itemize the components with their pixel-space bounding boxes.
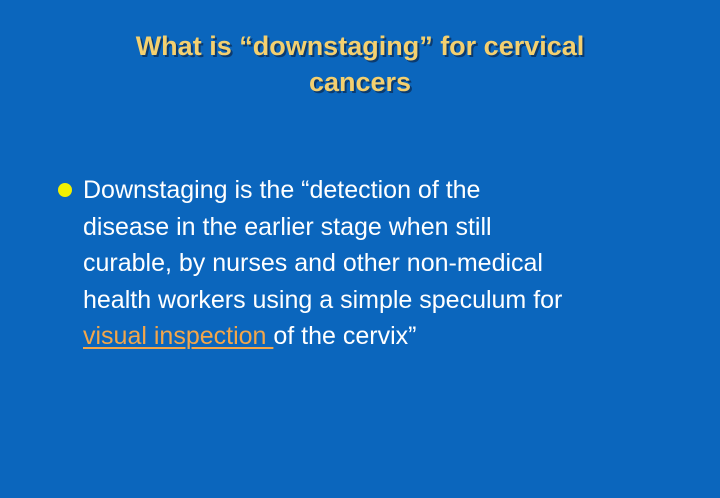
bullet-dot-icon [58, 183, 72, 197]
slide-title-line-2: cancers [308, 67, 412, 97]
bullet-text-line-5 [83, 318, 678, 355]
slide-title-line-1: What is “downstaging” for cervical [135, 31, 585, 61]
bullet-text-after-link: of the cervix” [273, 322, 417, 350]
bullet-text-line-3: curable, by nurses and other non-medical [83, 249, 543, 277]
visual-inspection-link[interactable]: visual inspection [83, 322, 274, 350]
bullet-text-line-1: Downstaging is the “detection of the [83, 176, 481, 204]
slide-title [60, 28, 660, 100]
bullet-text [83, 172, 678, 355]
bullet-text-line-4: health workers using a simple speculum for [83, 285, 563, 314]
bullet-text-line-2: disease in the earlier stage when still [83, 212, 492, 241]
